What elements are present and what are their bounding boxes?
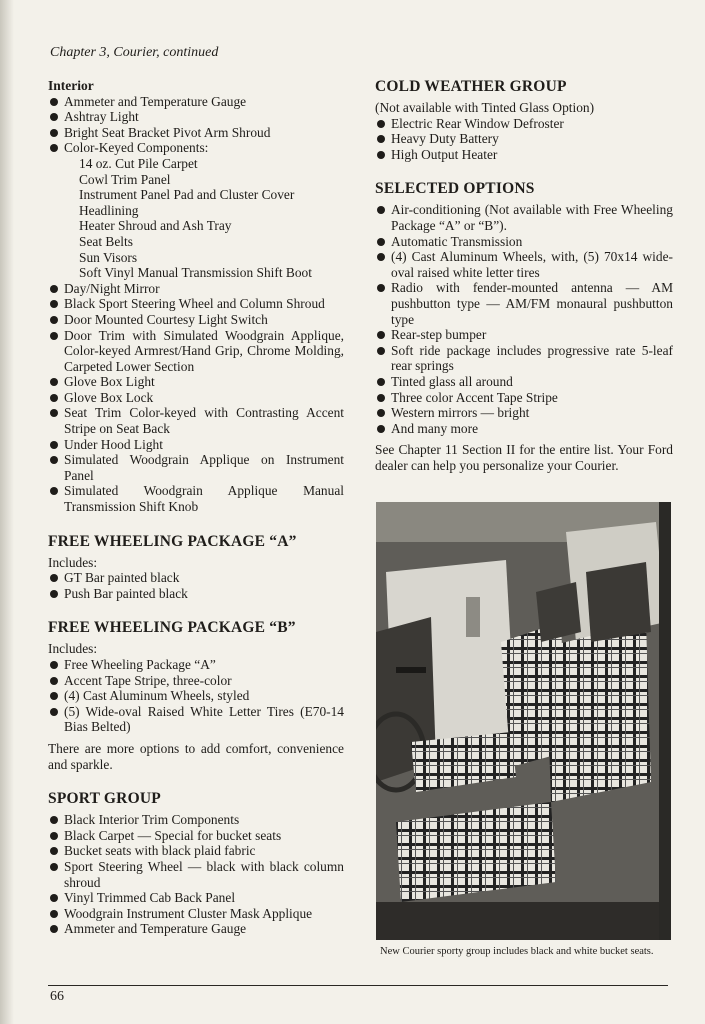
- list-item: Glove Box Lock: [48, 390, 344, 406]
- selected-options-note: See Chapter 11 Section II for the entire list. Your Ford dealer can help you personalize your Courier.: [375, 442, 673, 473]
- list-item: GT Bar painted black: [48, 570, 344, 586]
- list-item: Radio with fender-mounted antenna — AM pushbutton type — AM/FM monaural pushbutton type: [375, 280, 673, 327]
- list-item: Black Interior Trim Components: [48, 812, 344, 828]
- list-item: Heavy Duty Battery: [375, 131, 673, 147]
- chapter-header: Chapter 3, Courier, continued: [50, 45, 219, 60]
- page-edge-shadow: [0, 0, 14, 1024]
- interior-list: [48, 94, 344, 515]
- package-a-heading: FREE WHEELING PACKAGE “A”: [48, 532, 297, 550]
- sub-list-item: 14 oz. Cut Pile Carpet: [79, 155, 198, 171]
- package-b-list: [48, 657, 344, 735]
- list-item: Three color Accent Tape Stripe: [375, 390, 673, 406]
- sub-list-item: Sun Visors: [79, 249, 138, 265]
- package-a-includes: Includes:: [48, 554, 98, 570]
- bucket-seats-photo: [376, 502, 671, 940]
- right-column: [375, 78, 673, 473]
- list-item: Electric Rear Window Defroster: [375, 116, 673, 132]
- cold-weather-note: (Not available with Tinted Glass Option): [375, 100, 595, 115]
- sport-group-heading: SPORT GROUP: [48, 790, 161, 808]
- photo-caption: New Courier sporty group includes black and white bucket seats.: [380, 946, 654, 957]
- list-item: Vinyl Trimmed Cab Back Panel: [48, 890, 344, 906]
- page-number: 66: [50, 989, 64, 1004]
- list-item: Automatic Transmission: [375, 234, 673, 250]
- cold-weather-heading: COLD WEATHER GROUP: [375, 78, 567, 95]
- list-item: Soft ride package includes progressive rate 5-leaf rear springs: [375, 343, 673, 374]
- sub-list-item: Soft Vinyl Manual Transmission Shift Boot: [79, 265, 312, 281]
- list-item: Black Sport Steering Wheel and Column Shroud: [48, 296, 344, 312]
- list-item: Color-Keyed Components:: [48, 140, 344, 156]
- list-item: Sport Steering Wheel — black with black column shroud: [48, 859, 344, 890]
- selected-options-heading: SELECTED OPTIONS: [375, 180, 535, 198]
- list-item: Bright Seat Bracket Pivot Arm Shroud: [48, 125, 344, 141]
- list-item: Air-conditioning (Not available with Free Wheeling Package “A” or “B”).: [375, 202, 673, 233]
- list-item: Door Mounted Courtesy Light Switch: [48, 312, 344, 328]
- list-item: Door Trim with Simulated Woodgrain Applique, Color-keyed Armrest/Hand Grip, Chrome Molding, Carpeted Lower Section: [48, 328, 344, 375]
- list-item: Ammeter and Temperature Gauge: [48, 94, 344, 110]
- list-item: High Output Heater: [375, 147, 673, 163]
- interior-heading: Interior: [48, 78, 94, 93]
- list-item: Bucket seats with black plaid fabric: [48, 843, 344, 859]
- list-item: Woodgrain Instrument Cluster Mask Applique: [48, 906, 344, 922]
- list-item: Accent Tape Stripe, three-color: [48, 673, 344, 689]
- list-item: (5) Wide-oval Raised White Letter Tires (E70-14 Bias Belted): [48, 704, 344, 735]
- list-item: Glove Box Light: [48, 374, 344, 390]
- sub-list-item: Seat Belts: [79, 233, 133, 249]
- list-item: (4) Cast Aluminum Wheels, styled: [48, 688, 344, 704]
- list-item: And many more: [375, 421, 673, 437]
- sub-list-item: Cowl Trim Panel: [79, 171, 171, 187]
- list-item: Western mirrors — bright: [375, 405, 673, 421]
- sub-list-item: Heater Shroud and Ash Tray: [79, 218, 232, 234]
- list-item: Black Carpet — Special for bucket seats: [48, 828, 344, 844]
- package-b-heading: FREE WHEELING PACKAGE “B”: [48, 619, 296, 637]
- sport-group-list: [48, 812, 344, 937]
- package-b-includes: Includes:: [48, 641, 98, 657]
- list-item: Tinted glass all around: [375, 374, 673, 390]
- list-item: (4) Cast Aluminum Wheels, with, (5) 70x14 wide-oval raised white letter tires: [375, 249, 673, 280]
- left-column: [48, 78, 344, 937]
- list-item: Simulated Woodgrain Applique on Instrument Panel: [48, 452, 344, 483]
- list-item: Free Wheeling Package “A”: [48, 657, 344, 673]
- list-item: Ashtray Light: [48, 109, 344, 125]
- list-item: Push Bar painted black: [48, 586, 344, 602]
- list-item: Rear-step bumper: [375, 327, 673, 343]
- list-item: Under Hood Light: [48, 437, 344, 453]
- list-item: Day/Night Mirror: [48, 281, 344, 297]
- list-item: Simulated Woodgrain Applique Manual Transmission Shift Knob: [48, 483, 344, 514]
- list-item: Seat Trim Color-keyed with Contrasting Accent Stripe on Seat Back: [48, 405, 344, 436]
- sub-list-item: Headlining: [79, 202, 139, 218]
- list-item: Ammeter and Temperature Gauge: [48, 921, 344, 937]
- footer-rule: [48, 985, 668, 986]
- cold-weather-list: [375, 116, 673, 163]
- package-b-note: There are more options to add comfort, convenience and sparkle.: [48, 740, 344, 772]
- package-a-list: [48, 570, 344, 601]
- selected-options-list: [375, 202, 673, 436]
- sub-list-item: Instrument Panel Pad and Cluster Cover: [79, 187, 295, 203]
